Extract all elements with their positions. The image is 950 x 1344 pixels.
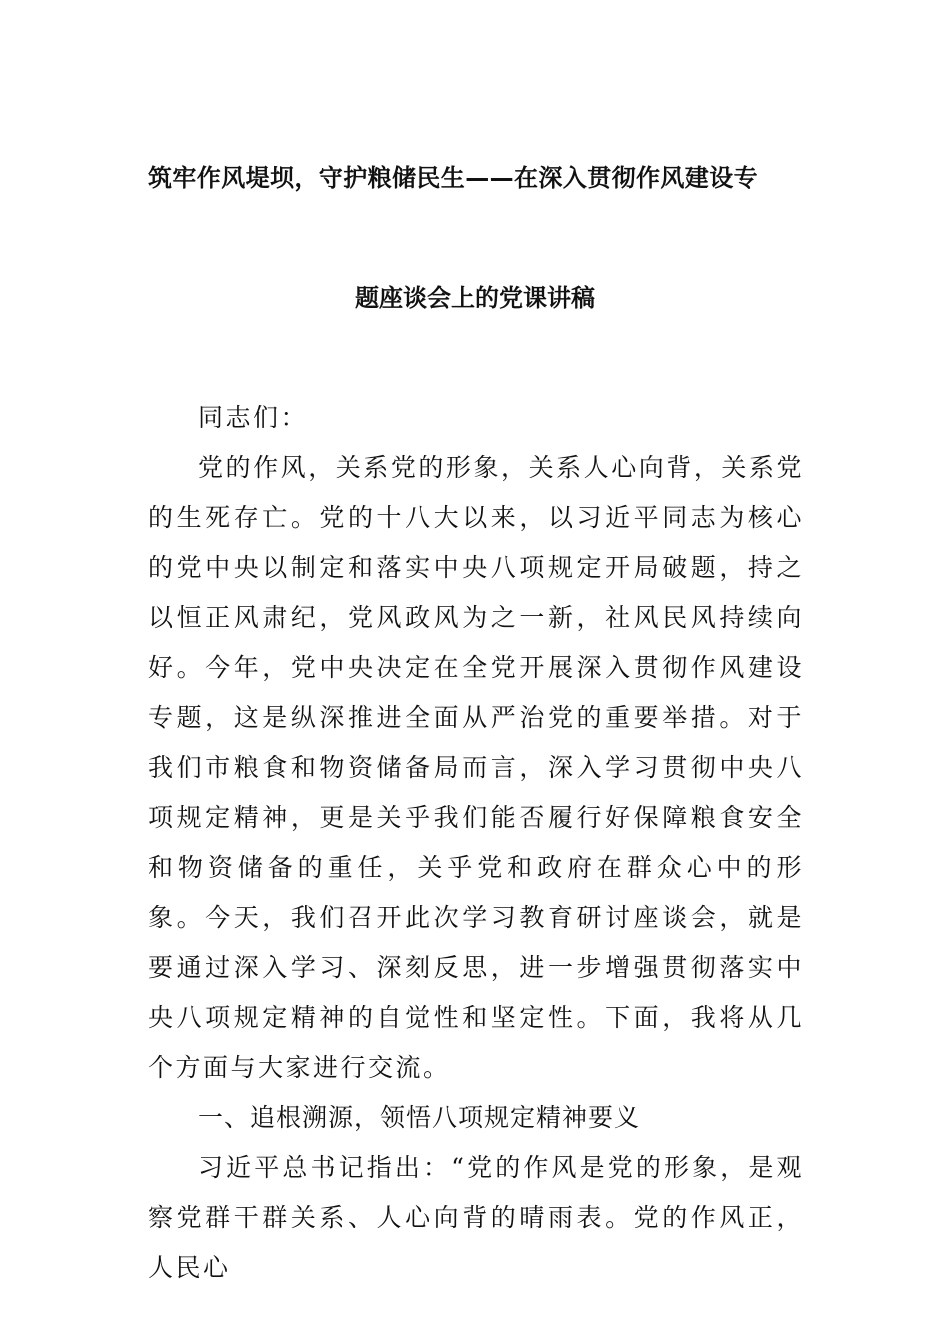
section-heading: 一、追根溯源，领悟八项规定精神要义: [198, 1103, 641, 1132]
document-title-line-2: 题座谈会上的党课讲稿: [355, 284, 595, 312]
section-paragraph: 习近平总书记指出：“党的作风是党的形象，是观察党群干群关系、人心向背的晴雨表。党的作风正，人民心: [148, 1153, 804, 1282]
document-body: [148, 393, 804, 1293]
document-title-line-1: 筑牢作风堤坝，守护粮储民生——在深入贯彻作风建设专: [148, 164, 758, 192]
salutation: 同志们：: [198, 403, 309, 432]
intro-paragraph: 党的作风，关系党的形象，关系人心向背，关系党的生死存亡。党的十八大以来，以习近平同志为核心的党中央以制定和落实中央八项规定开局破题，持之以恒正风肃纪，党风政风为之一新，社风民风持续向好。今年，党中央决定在全党开展深入贯彻作风建设专题，这是纵深推进全面从严治党的重要举措。对于我们市粮食和物资储备局而言，深入学习贯彻中央八项规定精神，更是关乎我们能否履行好保障粮食安全和物资储备的重任，关乎党和政府在群众心中的形象。今天，我们召开此次学习教育研讨座谈会，就是要通过深入学习、深刻反思，进一步增强贯彻落实中央八项规定精神的自觉性和坚定性。下面，我将从几个方面与大家进行交流。: [148, 453, 804, 1082]
